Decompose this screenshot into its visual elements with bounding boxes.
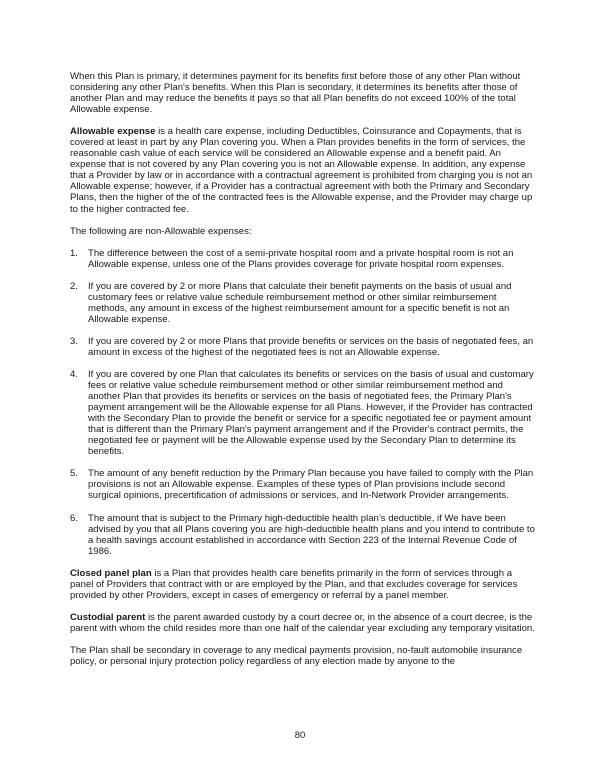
non-allowable-intro: The following are non-Allowable expenses:	[70, 225, 252, 237]
custodial-parent-term: Custodial parent	[70, 611, 146, 623]
list-item	[70, 336, 537, 358]
list-item-number: 3.	[70, 335, 78, 347]
allowable-expense-text: is a health care expense, including Deductibles, Coinsurance and Copayments, that is covered at least in part by any Plan covering you. When a Plan provides benefits in the form of services, the reasonable cash value of each service will be considered an Allowable expense and a benefit paid. An expense that is not covered by any Plan covering you is not an Allowable expense. In addition, any expense that a Provider by law or in accordance with a contractual agreement is prohibited from charging you is not an Allowable expense; however, if a Provider has a contractual agreement with both the Primary and Secondary Plans, then the higher of the of the contracted fees is the Allowable expense, and the Provider may charge up to the higher contracted fee.	[70, 126, 533, 215]
intro-paragraph: When this Plan is primary, it determines payment for its benefits first before those of any other Plan without considering any other Plan's benefits. When this Plan is secondary, it determines its benefits after those of another Plan and may reduce the benefits it pays so that all Plan benefits do not exceed 100% of the total Allowable expense.	[70, 71, 521, 116]
list-item	[70, 468, 537, 501]
list-item	[70, 513, 537, 557]
custodial-parent-text: is the parent awarded custody by a court decree or, in the absence of a court decree, is the parent with whom the child resides more than one half of the calendar year excluding any temporary visitation.	[70, 611, 535, 634]
list-item-text: The amount that is subject to the Primary high-deductible health plan’s deductible, if We have been advised by you that all Plans covering you are high-deductible health plans and you intend to contribute to a health savings account established in accordance with Section 223 of the Internal Revenue Code of 1986.	[88, 512, 535, 557]
list-item-number: 1.	[70, 247, 78, 259]
closed-panel-plan-definition	[70, 568, 537, 601]
closed-panel-plan-term: Closed panel plan	[70, 567, 152, 579]
closed-panel-plan-text: is a Plan that provides health care benefits primarily in the form of services through a panel of Providers that contract with or are employed by the Plan, and that excludes coverage for services provided by other Providers, except in cases of emergency or referral by a panel member.	[70, 567, 518, 601]
page-number: 80	[294, 730, 306, 741]
list-item-text: The amount of any benefit reduction by the Primary Plan because you have failed to comply with the Plan provisions is not an Allowable expense. Examples of these types of Plan provisions include second surgical opinions, precertification of admissions or services, and In-Network Provider arrangements.	[88, 468, 534, 502]
non-allowable-list	[70, 248, 537, 557]
allowable-expense-definition	[70, 126, 537, 214]
document-page	[70, 71, 537, 678]
list-item-number: 5.	[70, 468, 78, 480]
list-item-text: The difference between the cost of a semi-private hospital room and a private hospital room is not an Allowable expense, unless one of the Plans provides coverage for private hospital room expenses.	[88, 247, 514, 270]
list-item-number: 2.	[70, 280, 78, 292]
custodial-parent-definition	[70, 612, 537, 634]
list-item-number: 4.	[70, 368, 78, 380]
list-item-number: 6.	[70, 512, 78, 524]
list-item-text: If you are covered by one Plan that calculates its benefits or services on the basis of usual and customary fees or relative value schedule reimbursement method or other similar reimbursement method and another Plan that provides its benefits or services on the basis of negotiated fees, the Primary Plan's payment arrangement will be the Allowable expense for all Plans. However, if the Provider has contracted with the Secondary Plan to provide the benefit or service for a specific negotiated fee or payment amount that is different than the Primary Plan's payment arrangement and if the Provider's contract permits, the negotiated fee or payment will be the Allowable expense used by the Secondary Plan to determine its benefits.	[88, 368, 534, 458]
secondary-coverage-paragraph: The Plan shall be secondary in coverage to any medical payments provision, no-fault automobile insurance policy, or personal injury protection policy regardless of any election made by anyone to the	[70, 644, 523, 667]
list-item-text: If you are covered by 2 or more Plans that calculate their benefit payments on the basis of usual and customary fees or relative value schedule reimbursement method or other similar reimbursement methods, any amount in excess of the highest reimbursement amount for a specific benefit is not an Allowable expense.	[88, 280, 512, 325]
allowable-expense-term: Allowable expense	[70, 126, 156, 138]
list-item	[70, 281, 537, 325]
list-item	[70, 248, 537, 270]
list-item	[70, 369, 537, 457]
list-item-text: If you are covered by 2 or more Plans that provide benefits or services on the basis of negotiated fees, an amount in excess of the highest of the negotiated fees is not an Allowable expense.	[88, 335, 534, 358]
